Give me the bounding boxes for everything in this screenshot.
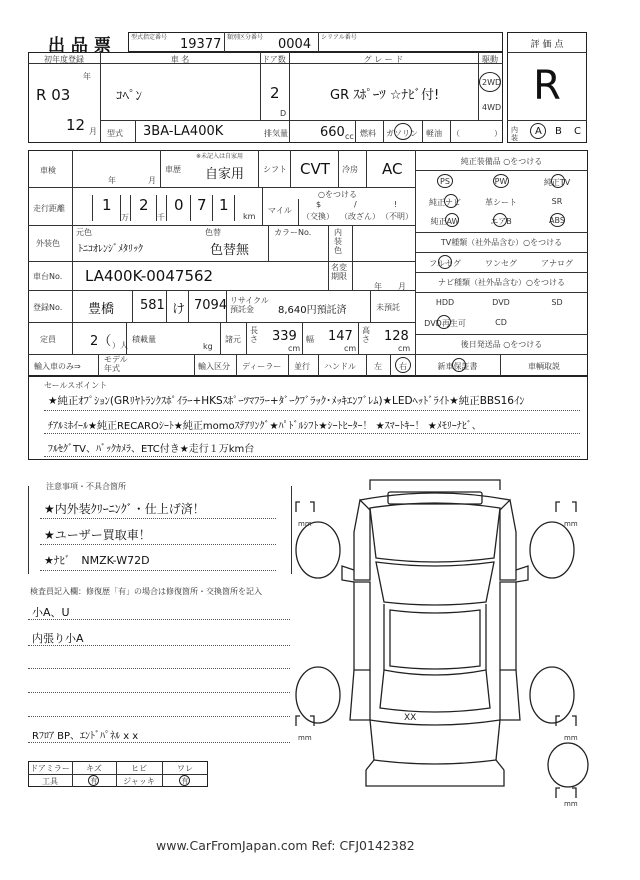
footer-watermark: www.CarFromJapan.com Ref: CFJ0142382 (156, 838, 415, 853)
tv-title: TV種類（社外品含む）○をつける (440, 238, 563, 247)
class-value: 0004 (278, 37, 312, 52)
mileage-digit-4: 7 (197, 196, 207, 214)
handle-label: ハンドル (324, 362, 356, 371)
unknown-sym: ! (394, 200, 398, 209)
equip-abs-circle (550, 213, 565, 227)
equip-abs: ABS (549, 216, 565, 225)
later-manual: 車輌取説 (528, 362, 560, 371)
mileage-sen: 千 (157, 213, 165, 222)
equip-navi: 純正ナビ (429, 198, 461, 207)
serial-label: シリアル番号 (321, 34, 357, 41)
aircon-label: 冷房 (342, 165, 358, 174)
car-name-label: 車 名 (170, 55, 190, 64)
capacity-value: 2（ (90, 334, 112, 349)
fuel-diesel: 軽油 (426, 129, 442, 138)
chassis-value: LA400K-0047562 (85, 267, 214, 285)
diagram-mm-3: mm (298, 734, 312, 742)
load-label: 積載量 (132, 335, 156, 344)
use-value: 自家用 (205, 167, 245, 182)
equip-pw: PW (494, 177, 508, 186)
name-change-year: 年 (374, 282, 382, 291)
navi-sd: SD (551, 298, 563, 307)
car-name: ｺﾍﾟﾝ (116, 89, 142, 104)
import-parallel: 並行 (294, 362, 310, 371)
recycle-unpaid: 未預託 (376, 303, 400, 312)
color-code-label: カラーNo. (274, 228, 312, 237)
first-reg-year: R 03 (36, 86, 71, 104)
width-unit: cm (344, 344, 357, 353)
type-value: 3BA-LA400K (143, 124, 224, 139)
shaken-month: 月 (148, 176, 156, 185)
recycle-value: 8,640円預託済 (278, 305, 347, 316)
reg-class: 581 (140, 298, 165, 313)
tv-analog: アナログ (541, 259, 573, 268)
color-value: ﾄﾆｺｵﾚﾝｼﾞﾒﾀﾘｯｸ (78, 244, 143, 255)
handle-left: 左 (374, 362, 382, 371)
exchanged-sym: $ (316, 200, 322, 209)
acc-jack-value: 有 (181, 777, 189, 785)
fuel-label: 燃料 (360, 129, 376, 138)
tv-fullseg: フルセグ (429, 259, 461, 268)
later-warranty: 新車保証書 (437, 362, 478, 371)
inspector-label: 検査員記入欄：修復歴「有」の場合は修復箇所・交換箇所を記入 (30, 587, 262, 596)
altered-sym: / (354, 200, 357, 209)
mileage-digit-5: 1 (219, 196, 229, 214)
height-unit: cm (398, 344, 411, 353)
notes-line-1: ★内外装ｸﾘｰﾆﾝｸﾞ・仕上げ済！ (44, 502, 205, 516)
drive-4wd: 4WD (482, 103, 502, 112)
grade-value: GR ｽﾎﾟｰﾂ ☆ﾅﾋﾞ付! (330, 88, 440, 103)
displacement-label: 排気量 (264, 129, 288, 138)
later-title: 後日発送品 ○をつける (460, 340, 543, 349)
fuel-paren-open: （ (452, 129, 460, 138)
diagram-mm-2: mm (564, 520, 578, 528)
mileage-label: 走行距離 (33, 204, 65, 213)
interior-a-circle (530, 123, 546, 139)
mile-label: マイル (268, 206, 292, 215)
navi-title: ナビ種類（社外品含む）○をつける (438, 278, 565, 287)
height-value: 128 (384, 329, 409, 344)
fuel-gasoline: ガソリン (386, 129, 418, 138)
height-label: 高さ (362, 326, 370, 344)
equip-tv-circle (551, 174, 565, 188)
displacement-value: 660 (320, 125, 345, 140)
equipment-title: 純正装備品 ○をつける (460, 157, 543, 166)
equip-aw-circle (445, 213, 459, 227)
aircon-value: AC (382, 160, 403, 178)
reg-label: 登録No. (33, 303, 63, 312)
mileage-digit-1: 1 (102, 196, 112, 214)
exchanged: （交換） (302, 212, 334, 221)
altered: （改ざん） (340, 212, 380, 221)
interior-label: 内装 (511, 126, 518, 142)
mileage-digit-2: 2 (139, 196, 149, 214)
capacity-unit: ）人 (112, 341, 128, 350)
inspector-line-2: 内張り小A (32, 632, 84, 645)
fuel-gasoline-circle (394, 123, 412, 140)
class-label: 類別区分番号 (227, 34, 264, 41)
sales-points-line-3: ﾌﾙｾｸﾞTV、ﾊﾞｯｸｶﾒﾗ、ETC付き★走行１万km台 (48, 444, 255, 455)
equip-airbag: エアB (490, 217, 512, 226)
first-reg-month-suffix: 月 (89, 127, 97, 136)
doors-label: ドア数 (262, 55, 286, 64)
sheet-title: 出 品 票 (48, 36, 111, 56)
navi-dvd: DVD (492, 298, 510, 307)
acc-jack-label: ジャッキ (123, 777, 155, 786)
inspector-line-1: 小A、U (32, 606, 70, 619)
grade-label: グ レ ー ド (363, 55, 404, 64)
equip-ps-circle (437, 174, 453, 188)
sales-points-line-1: ★純正ｵﾌﾟｼｮﾝ(GRﾘﾔﾄﾗﾝｸｽﾎﾟｲﾗｰ+HKSｽﾎﾟｰﾂﾏﾌﾗｰ+ﾀﾞｰｸﾌﾞﾗｯｸ･ﾒｯｷｴﾝﾌﾞﾚﾑ)★LEDﾍｯﾄﾞﾗｲﾄ★純正BBS16ｲﾝ (48, 395, 525, 407)
color-label: 外装色 (36, 239, 60, 248)
import-label: 輸入車のみ⇒ (34, 362, 81, 371)
capacity-label: 定員 (40, 335, 56, 344)
use-label: 車歴 (165, 165, 181, 174)
mileage-unit: km (243, 212, 256, 221)
navi-cd: CD (495, 318, 507, 327)
inspector-line-6: Rﾌﾛｱ BP、ｴﾝﾄﾞﾊﾟﾈﾙ x x (32, 731, 139, 742)
notes-line-3: ★ﾅﾋﾞ NMZK-W72D (44, 554, 150, 567)
recycle-label: リサイクル預託金 (230, 296, 269, 314)
doors-sub: D (280, 109, 287, 118)
shift-value: CVT (300, 160, 330, 178)
shaken-year: 年 (108, 176, 116, 185)
handle-right-circle (395, 357, 411, 373)
shaken-label: 車検 (40, 166, 56, 175)
acc-tools-label: 工具 (42, 777, 58, 786)
dims-label: 諸元 (225, 335, 241, 344)
acc-jack-circle (179, 775, 190, 786)
acc-tools-value: 有 (90, 777, 98, 785)
first-reg-label: 初年度登録 (44, 55, 84, 64)
acc-head-mirror: ドアミラー (30, 764, 70, 773)
unknown: （不明） (381, 212, 413, 221)
mileage-check-note: ○をつける (318, 190, 357, 199)
diagram-mm-4: mm (564, 734, 578, 742)
reg-area: 豊橋 (88, 302, 115, 317)
displacement-unit: cc (345, 132, 354, 141)
navi-dvd-play: DVD再生可 (424, 319, 466, 328)
chassis-label: 車台No. (33, 272, 63, 281)
interior-a: A (535, 126, 542, 137)
width-label: 幅 (306, 335, 314, 344)
shift-label: シフト (263, 165, 287, 174)
load-unit: kg (203, 342, 213, 351)
sales-points-label: セールスポイント (44, 381, 108, 390)
drive-2wd-circle (479, 72, 501, 92)
orig-color-label: 元色 (76, 228, 92, 237)
first-reg-month: 12 (66, 116, 86, 134)
car-damage-diagram (290, 470, 590, 810)
interior-color-label: 内装色 (334, 228, 342, 255)
tv-fullseg-circle (438, 255, 452, 269)
mileage-digit-3: 0 (174, 196, 184, 214)
model-cert-value: 19377 (180, 37, 222, 52)
drive-2wd: 2WD (482, 78, 502, 87)
name-change-month: 月 (398, 282, 406, 291)
later-warranty-circle (452, 358, 466, 372)
equip-leather: 革シート (485, 198, 517, 207)
equip-ps: PS (440, 177, 450, 186)
score-label: 評 価 点 (530, 40, 564, 50)
doors-value: 2 (270, 84, 280, 102)
reg-number: 7094 (194, 298, 228, 313)
diagram-mm-1: mm (298, 520, 312, 528)
equip-pw-circle (493, 174, 509, 188)
length-unit: cm (288, 344, 301, 353)
handle-right: 右 (399, 362, 407, 371)
color-change-label: 色替 (205, 228, 221, 237)
interior-c: C (574, 126, 581, 137)
equip-airbag-circle (493, 213, 507, 227)
width-value: 147 (328, 329, 353, 344)
length-value: 339 (272, 329, 297, 344)
acc-head-crack: ヒビ (131, 764, 147, 773)
model-year-label: モデル年式 (104, 355, 128, 373)
navi-dvd-play-circle (437, 315, 451, 329)
use-note: ※未記入は自家用 (196, 153, 244, 160)
sales-points-line-2: ﾁｱﾙﾐﾎｲｰﾙ★純正RECAROｼｰﾄ★純正momoｽﾃｱﾘﾝｸﾞ★ﾊﾟﾄﾞﾙｼﾌﾄ★ｼｰﾄﾋｰﾀｰ！ ★ｽﾏｰﾄｷｰ！ ★ﾒﾓﾘｰﾅﾋﾞ、 (48, 421, 482, 432)
acc-head-scratch: キズ (86, 764, 102, 773)
model-cert-label: 型式指定番号 (131, 34, 168, 41)
name-change-label: 名変期限 (331, 263, 347, 281)
import-dealer: ディーラー (242, 362, 282, 371)
equip-navi-circle (444, 194, 458, 208)
interior-b: B (555, 126, 562, 137)
type-label: 型式 (107, 129, 123, 138)
length-label: 長さ (250, 326, 258, 344)
notes-label: 注意事項・不具合箇所 (46, 482, 126, 491)
navi-hdd: HDD (435, 298, 455, 307)
acc-head-break: ワレ (177, 764, 193, 773)
equip-tv: 純正TV (543, 178, 571, 187)
diagram-mark-xx: XX (404, 713, 417, 723)
acc-tools-circle (88, 775, 99, 786)
first-reg-year-suffix: 年 (83, 72, 91, 81)
import-type-label: 輸入区分 (198, 362, 230, 371)
reg-kana: け (172, 302, 186, 317)
equip-aw: 純正AW (430, 217, 460, 226)
drive-label: 駆動 (482, 55, 498, 64)
score-value: R (533, 63, 561, 109)
color-change-value: 色替無 (210, 243, 250, 258)
fuel-paren-close: ） (494, 129, 502, 138)
mileage-man: 万 (121, 213, 129, 222)
tv-oneseg: ワンセグ (485, 259, 517, 268)
notes-line-2: ★ユーザー買取車！ (44, 528, 151, 542)
diagram-mm-5: mm (564, 800, 578, 808)
equip-sr: SR (551, 197, 563, 206)
